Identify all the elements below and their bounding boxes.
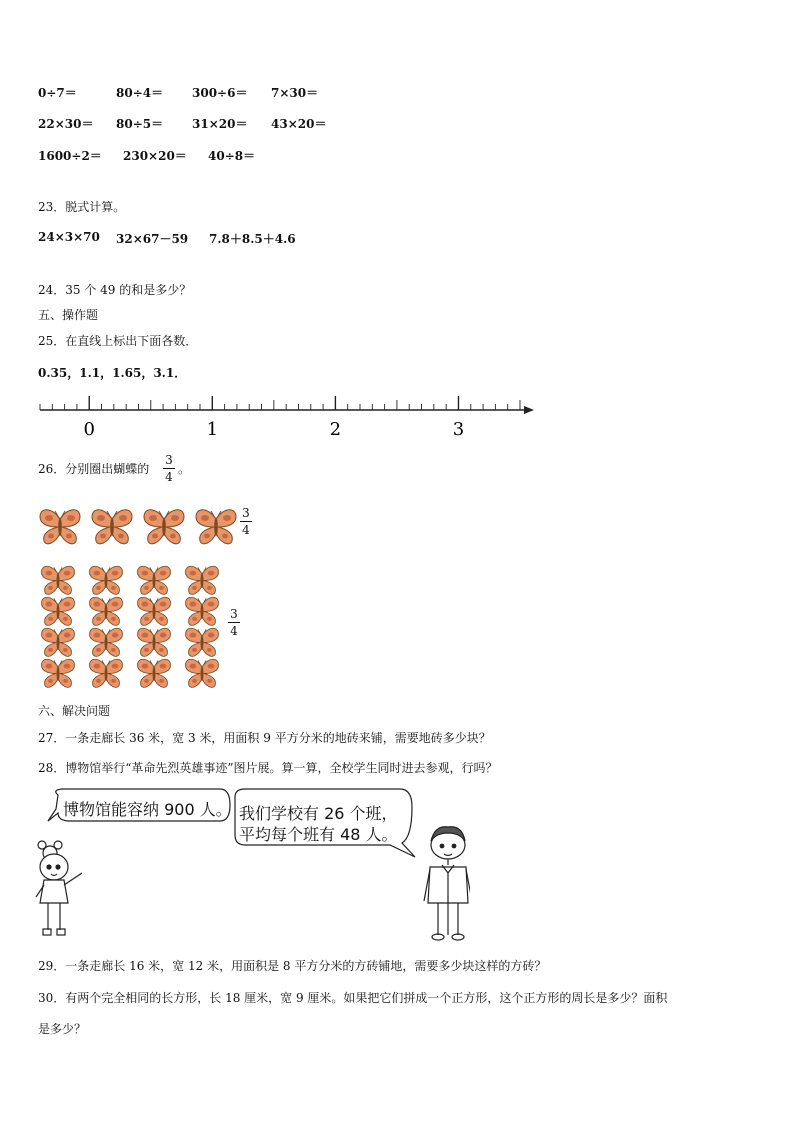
butterfly-group-1 bbox=[38, 507, 238, 547]
number-line bbox=[30, 390, 550, 440]
oral-calc-item: 0÷7＝ bbox=[38, 86, 77, 100]
fraction-numerator: 3 bbox=[165, 453, 173, 467]
butterfly-icon bbox=[38, 595, 78, 628]
butterfly-icon bbox=[182, 657, 222, 690]
expression: 7.8＋8.5＋4.6 bbox=[209, 232, 296, 246]
group1-fraction bbox=[240, 506, 252, 537]
girl-figure bbox=[36, 841, 82, 935]
question-27: 27．一条走廊长 36 米，宽 3 米，用面积 9 平方分米的地砖来铺，需要地砖多少块？ bbox=[38, 731, 491, 745]
boy-speech-line-1: 我们学校有 26 个班， bbox=[239, 804, 398, 823]
expression: 32×67－59 bbox=[116, 232, 189, 246]
number-line-label: 3 bbox=[452, 419, 465, 440]
group2-fraction bbox=[228, 607, 240, 638]
number-line-label: 2 bbox=[329, 419, 342, 440]
question-30-line-1: 30．有两个完全相同的长方形，长 18 厘米，宽 9 厘米。如果把它们拼成一个正方形，这个正方形的周长是多少？面积 bbox=[38, 991, 668, 1005]
oral-calc-item: 43×20＝ bbox=[271, 117, 327, 131]
butterfly-icon bbox=[134, 564, 174, 597]
butterfly-icon bbox=[142, 507, 186, 547]
butterfly-icon bbox=[182, 564, 222, 597]
fraction-denominator: 4 bbox=[230, 624, 238, 638]
question-23: 23．脱式计算。 bbox=[38, 200, 126, 214]
girl-speech: 博物馆能容纳 900 人。 bbox=[63, 800, 232, 819]
fraction-denominator: 4 bbox=[242, 523, 250, 537]
fraction-numerator: 3 bbox=[230, 607, 238, 621]
butterfly-icon bbox=[38, 657, 78, 690]
oral-calc-item: 80÷5＝ bbox=[116, 117, 164, 131]
number-line-label: 1 bbox=[206, 419, 219, 440]
number-line-label: 0 bbox=[83, 419, 95, 440]
butterfly-icon bbox=[182, 595, 222, 628]
fraction-numerator: 3 bbox=[242, 506, 250, 520]
fraction-denominator: 4 bbox=[165, 470, 173, 484]
butterfly-icon bbox=[86, 564, 126, 597]
butterfly-icon bbox=[38, 626, 78, 659]
oral-calc-item: 80÷4＝ bbox=[116, 86, 164, 100]
butterfly-icon bbox=[182, 626, 222, 659]
number-line-arrow bbox=[524, 406, 534, 414]
oral-calc-item: 1600÷2＝ bbox=[38, 149, 102, 163]
q25-numbers: 0.35，1.1，1.65，3.1． bbox=[38, 366, 187, 380]
section-6-title: 六、解决问题 bbox=[38, 704, 111, 718]
butterfly-icon bbox=[86, 657, 126, 690]
butterfly-icon bbox=[194, 507, 238, 547]
butterfly-icon bbox=[134, 626, 174, 659]
butterfly-group-2 bbox=[38, 564, 228, 694]
q26-text: 26．分别圈出蝴蝶的 bbox=[38, 462, 150, 476]
butterfly-icon bbox=[134, 657, 174, 690]
oral-calc-item: 31×20＝ bbox=[192, 117, 248, 131]
question-25: 25．在直线上标出下面各数． bbox=[38, 334, 198, 348]
oral-calc-item: 230×20＝ bbox=[123, 149, 187, 163]
question-28: 28．博物馆举行“革命先烈英雄事迹”图片展。算一算，全校学生同时进去参观，行吗？ bbox=[38, 761, 498, 775]
butterfly-icon bbox=[134, 595, 174, 628]
butterfly-icon bbox=[38, 564, 78, 597]
oral-calc-item: 40÷8＝ bbox=[208, 149, 256, 163]
oral-calc-item: 22×30＝ bbox=[38, 117, 94, 131]
expression: 24×3×70 bbox=[38, 230, 100, 244]
question-30-line-2: 是多少？ bbox=[38, 1022, 87, 1036]
boy-figure bbox=[424, 827, 470, 940]
q26-fraction bbox=[163, 453, 175, 484]
boy-speech-line-2: 平均每个班有 48 人。 bbox=[239, 825, 398, 844]
oral-calc-item: 300÷6＝ bbox=[192, 86, 248, 100]
butterfly-icon bbox=[86, 626, 126, 659]
section-5-title: 五、操作题 bbox=[38, 308, 99, 322]
oral-calc-item: 7×30＝ bbox=[271, 86, 319, 100]
butterfly-icon bbox=[38, 507, 82, 547]
butterfly-icon bbox=[90, 507, 134, 547]
question-26 bbox=[38, 461, 149, 477]
question-29: 29．一条走廊长 16 米，宽 12 米，用面积是 8 平方分米的方砖铺地，需要多少块这样的方砖？ bbox=[38, 959, 547, 973]
butterfly-icon bbox=[86, 595, 126, 628]
q26-period: 。 bbox=[178, 462, 191, 476]
question-24: 24．35 个 49 的和是多少？ bbox=[38, 283, 192, 297]
